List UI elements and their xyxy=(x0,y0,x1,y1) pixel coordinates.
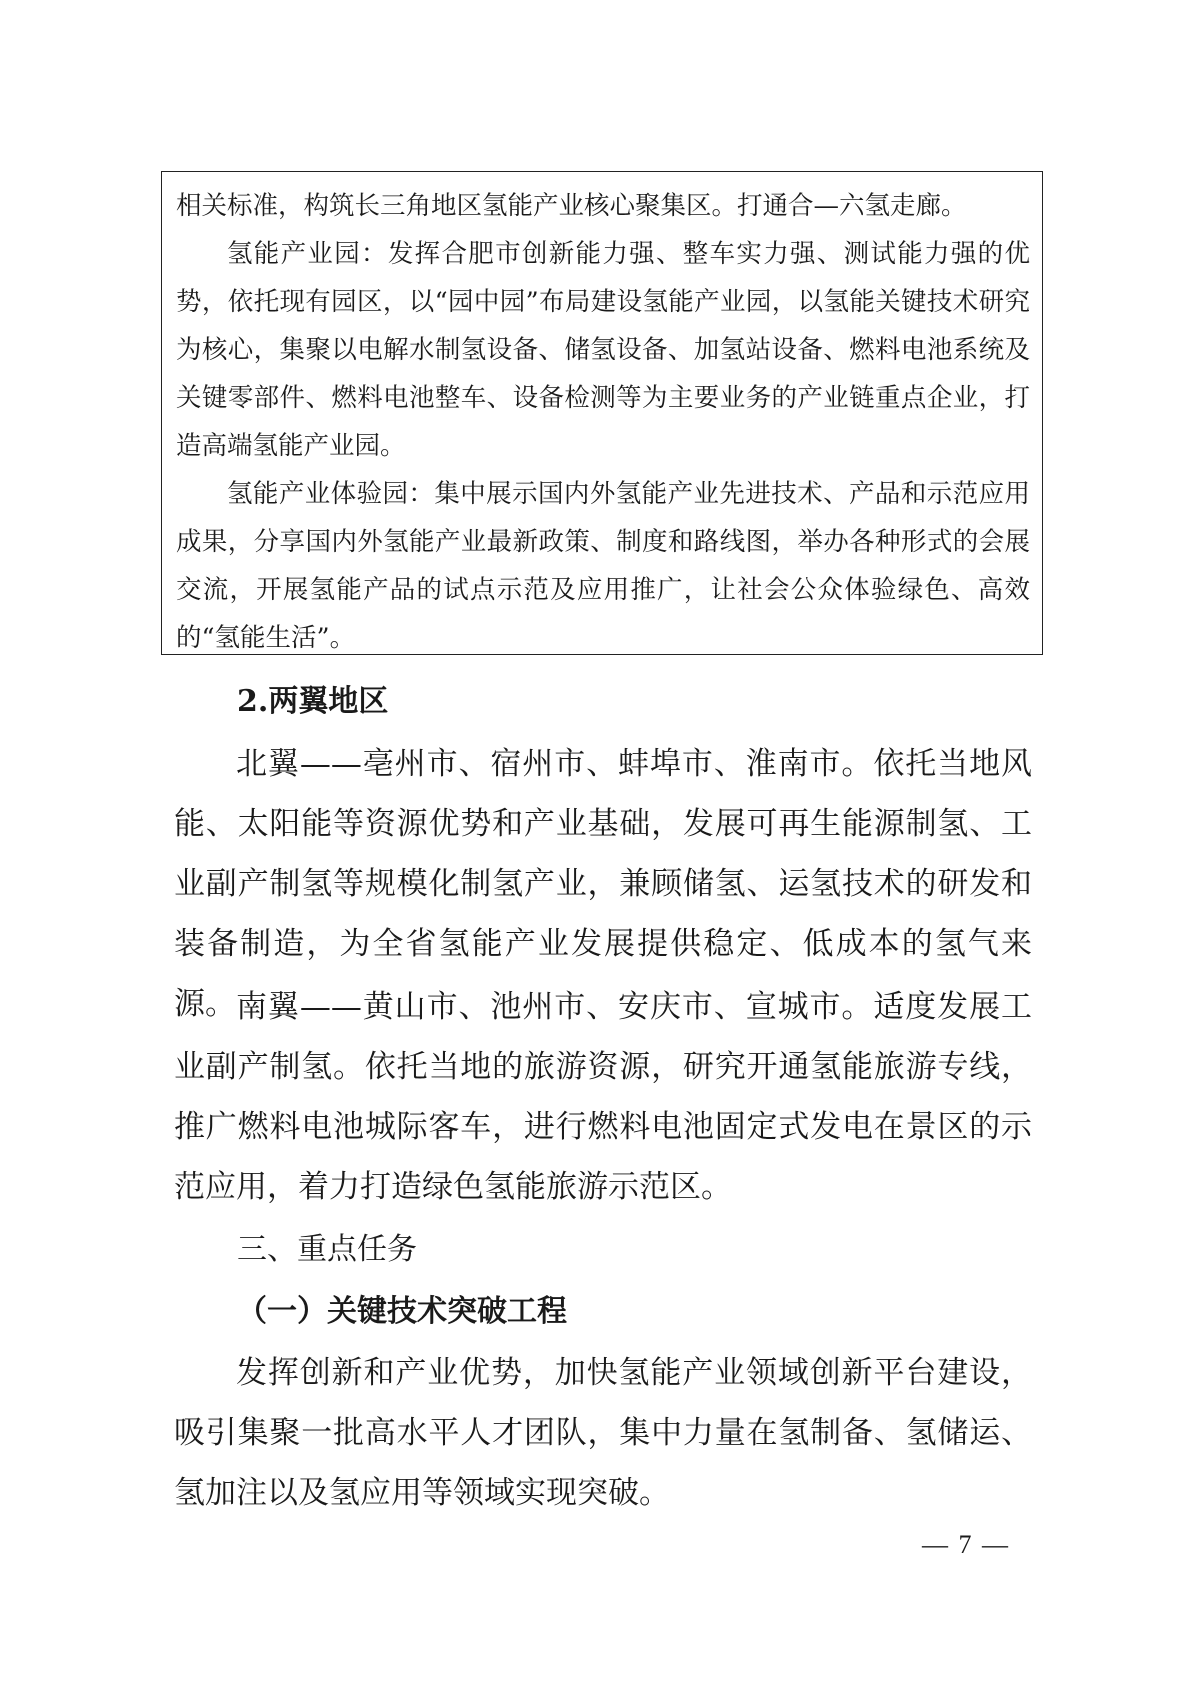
paragraph-key-tech: 发挥创新和产业优势，加快氢能产业领域创新平台建设，吸引集聚一批高水平人才团队，集中力量在氢制备、氢储运、氢加注以及氢应用等领域实现突破。 xyxy=(174,1355,1032,1511)
subsection-heading-key-tech: （一）关键技术突破工程 xyxy=(237,1294,567,1329)
boxed-note xyxy=(161,171,1043,655)
section-heading-key-tasks: 三、重点任务 xyxy=(237,1232,417,1267)
box-line-1: 相关标准，构筑长三角地区氢能产业核心聚集区。打通合—六氢走廊。 xyxy=(176,191,967,221)
paragraph-north-wing: 北翼——亳州市、宿州市、蚌埠市、淮南市。依托当地风能、太阳能等资源优势和产业基础，发展可再生能源制氢、工业副产制氢等规模化制氢产业，兼顾储氢、运氢技术的研发和装备制造，为全省氢能产业发展提供稳定、低成本的氢气来源。 xyxy=(174,746,1032,1022)
box-paragraph-hydrogen-park: 氢能产业园：发挥合肥市创新能力强、整车实力强、测试能力强的优势，依托现有园区，以“园中园”布局建设氢能产业园，以氢能关键技术研究为核心，集聚以电解水制氢设备、储氢设备、加氢站设备、燃料电池系统及关键零部件、燃料电池整车、设备检测等为主要业务的产业链重点企业，打造高端氢能产业园。 xyxy=(176,239,1030,461)
section-heading-two-wings: 2.两翼地区 xyxy=(237,684,389,719)
box-paragraph-experience-park: 氢能产业体验园：集中展示国内外氢能产业先进技术、产品和示范应用成果，分享国内外氢能产业最新政策、制度和路线图，举办各种形式的会展交流，开展氢能产品的试点示范及应用推广，让社会公众体验绿色、高效的“氢能生活”。 xyxy=(176,479,1030,653)
paragraph-south-wing: 南翼——黄山市、池州市、安庆市、宣城市。适度发展工业副产制氢。依托当地的旅游资源，研究开通氢能旅游专线，推广燃料电池城际客车，进行燃料电池固定式发电在景区的示范应用，着力打造绿色氢能旅游示范区。 xyxy=(174,989,1032,1205)
page-number: — 7 — xyxy=(922,1530,1010,1559)
